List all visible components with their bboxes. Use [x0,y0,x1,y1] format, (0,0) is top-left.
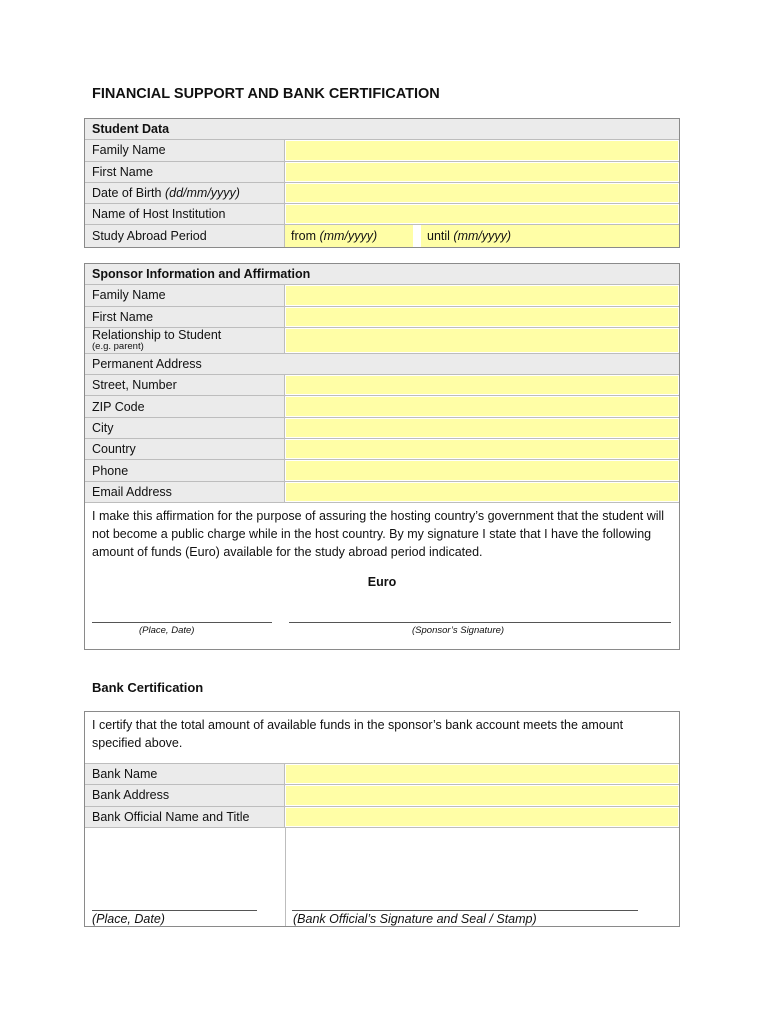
email-field[interactable] [286,483,678,501]
sponsor-signature-line[interactable] [289,622,671,623]
study-period-label: Study Abroad Period [85,225,285,246]
period-from-field[interactable]: from (mm/yyyy) [285,225,413,246]
sponsor-heading: Sponsor Information and Affirmation [85,264,679,285]
bank-address-label: Bank Address [85,785,285,805]
sponsor-family-name-field[interactable] [286,286,678,304]
sponsor-place-date-line[interactable] [92,622,272,623]
sponsor-place-date-caption: (Place, Date) [139,625,195,636]
city-field[interactable] [286,419,678,437]
street-label: Street, Number [85,375,285,395]
form-title: FINANCIAL SUPPORT AND BANK CERTIFICATION [92,86,440,102]
relationship-field[interactable] [286,329,678,352]
bank-place-date-line[interactable] [92,910,257,911]
study-period-fields [285,225,679,246]
host-institution-label: Name of Host Institution [85,204,285,224]
bank-name-label: Bank Name [85,764,285,784]
student-family-name-label: Family Name [85,140,285,160]
zip-label: ZIP Code [85,396,285,416]
phone-label: Phone [85,460,285,480]
student-dob-field[interactable] [286,184,678,202]
permanent-address-heading: Permanent Address [85,354,679,375]
country-field[interactable] [286,440,678,458]
student-dob-label: Date of Birth (dd/mm/yyyy) [85,183,285,203]
bank-official-label: Bank Official Name and Title [85,807,285,827]
student-first-name-label: First Name [85,162,285,182]
city-label: City [85,418,285,438]
affirmation-text: I make this affirmation for the purpose of assuring the hosting country’s government that the student will not become a public charge while in the host country. By my signature I state that I have the following amount of funds (Euro) available for the study abroad period indicated. [92,508,665,559]
bank-statement: I certify that the total amount of available funds in the sponsor’s bank account meets the amount specified above. [85,712,679,764]
host-institution-field[interactable] [286,205,678,223]
relationship-label: Relationship to Student (e.g. parent) [85,328,285,353]
zip-field[interactable] [286,397,678,415]
bank-place-date-caption: (Place, Date) [92,911,165,926]
email-label: Email Address [85,482,285,502]
sponsor-family-name-label: Family Name [85,285,285,305]
period-until-field[interactable]: until (mm/yyyy) [421,225,679,246]
relationship-hint: (e.g. parent) [92,340,144,352]
student-family-name-field[interactable] [286,141,678,159]
sponsor-signature-caption: (Sponsor’s Signature) [412,625,505,636]
bank-signature-line[interactable] [292,910,638,911]
bank-signature-caption: (Bank Official’s Signature and Seal / Stamp) [293,911,537,926]
bank-address-field[interactable] [286,786,678,804]
bank-name-field[interactable] [286,765,678,783]
bank-official-field[interactable] [286,808,678,826]
bank-section [84,711,680,927]
student-data-heading: Student Data [85,119,679,140]
phone-field[interactable] [286,461,678,479]
sponsor-first-name-label: First Name [85,307,285,327]
student-first-name-field[interactable] [286,163,678,181]
bank-certification-heading: Bank Certification [92,680,204,695]
sponsor-section [84,263,680,650]
country-label: Country [85,439,285,459]
bank-signature-area [85,828,679,926]
euro-label: Euro [367,574,397,589]
sponsor-first-name-field[interactable] [286,308,678,326]
street-field[interactable] [286,376,678,394]
student-data-section [84,118,680,248]
